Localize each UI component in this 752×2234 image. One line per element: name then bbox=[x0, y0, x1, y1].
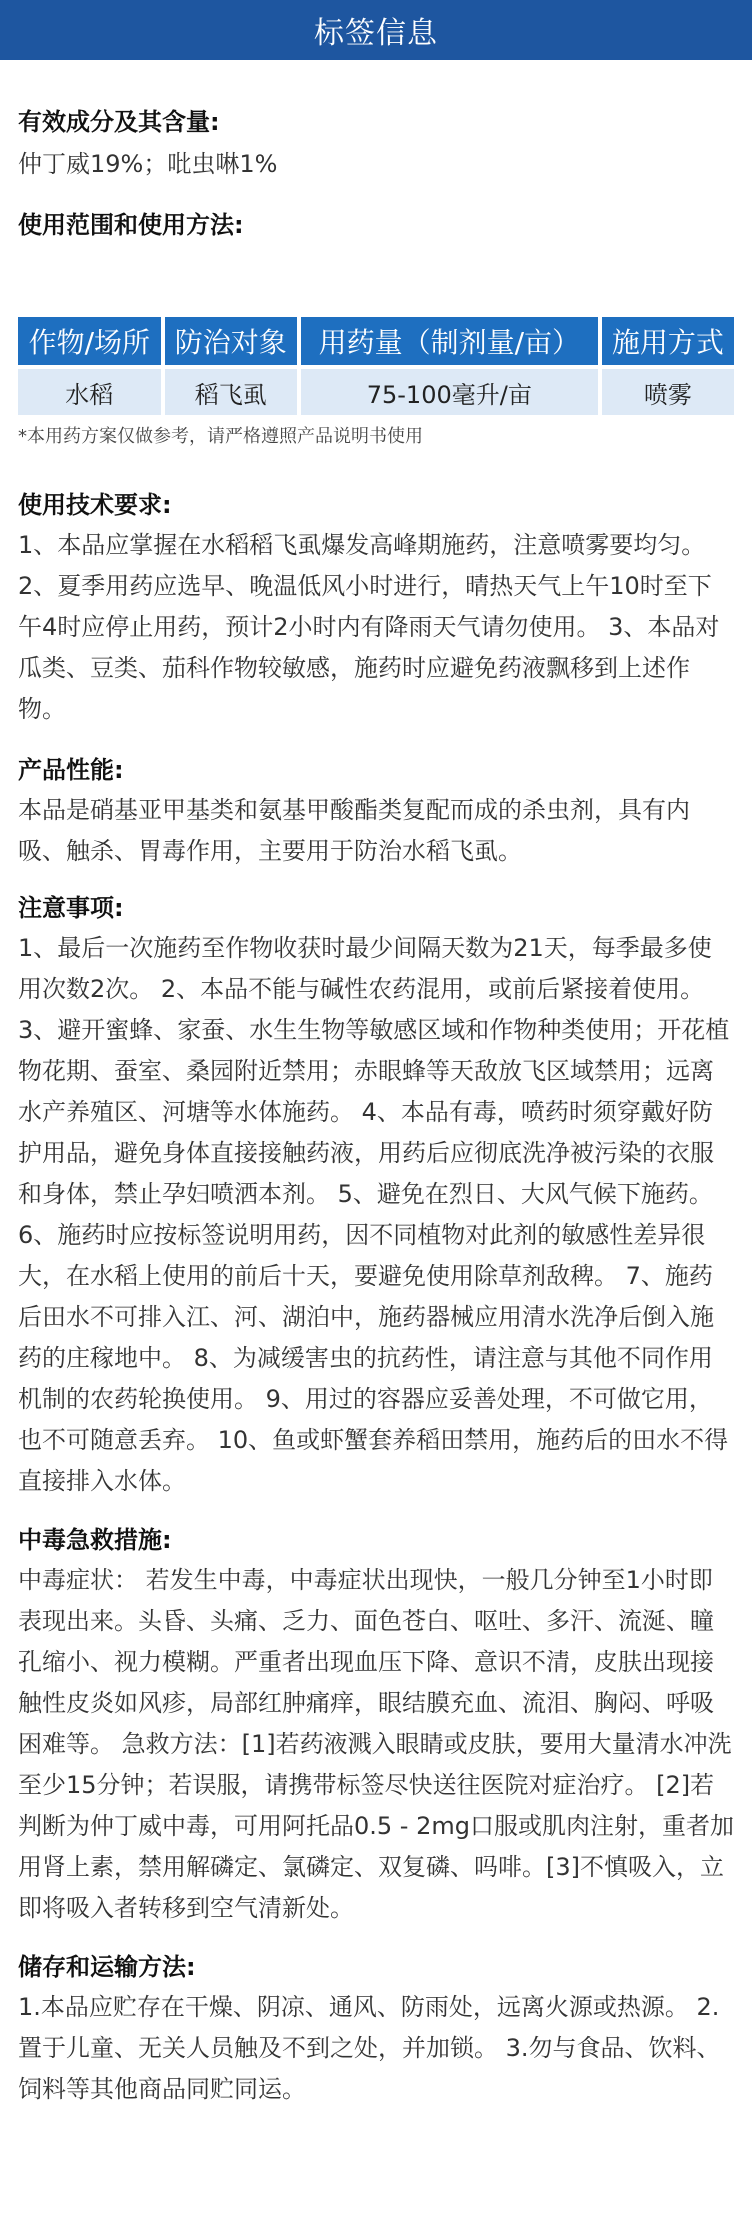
table-row bbox=[18, 365, 734, 415]
first-aid-title: 中毒急救措施: bbox=[18, 1526, 172, 1554]
tech-requirements-text: 1、本品应掌握在水稻稻飞虱爆发高峰期施药，注意喷雾要均匀。 2、夏季用药应选早、晚温低风小时进行，晴热天气上午10时至下午4时应停止用药，预计2小时内有降雨天气请勿使用。 3、本品对瓜类、豆类、茄科作物较敏感，施药时应避免药液飘移到上述作物。 bbox=[18, 531, 720, 723]
performance-text: 本品是硝基亚甲基类和氨基甲酸酯类复配而成的杀虫剂，具有内吸、触杀、胃毒作用，主要用于防治水稻飞虱。 bbox=[18, 796, 690, 865]
cell-method: 喷雾 bbox=[602, 365, 734, 415]
page-header bbox=[0, 0, 752, 60]
cell-dosage: 75-100毫升/亩 bbox=[301, 365, 598, 415]
storage-text: 1.本品应贮存在干燥、阴凉、通风、防雨处，远离火源或热源。 2.置于儿童、无关人员触及不到之处，并加锁。 3.勿与食品、饮料、饲料等其他商品同贮同运。 bbox=[18, 1993, 721, 2103]
precautions-text: 1、最后一次施药至作物收获时最少间隔天数为21天，每季最多使用次数2次。 2、本品不能与碱性农药混用，或前后紧接着使用。 3、避开蜜蜂、家蚕、水生生物等敏感区域和作物种类使用；开花植物花期、蚕室、桑园附近禁用；赤眼蜂等天敌放飞区域禁用；远离水产养殖区、河塘等水体施药。 4、本品有毒，喷药时须穿戴好防护用品，避免身体直接接触药液，用药后应彻底洗净被污染的衣服和身体，禁止孕妇喷洒本剂。 5、避免在烈日、大风气候下施药。 6、施药时应按标签说明用药，因不同植物对此剂的敏感性差异很大，在水稻上使用的前后十天，要避免使用除草剂敌稗。 7、施药后田水不可排入江、河、湖泊中，施药器械应用清水洗净后倒入施药的庄稼地中。 8、为减缓害虫的抗药性，请注意与其他不同作用机制的农药轮换使用。 9、用过的容器应妥善处理，不可做它用，也不可随意丢弃。 10、鱼或虾蟹套养稻田禁用，施药后的田水不得直接排入水体。 bbox=[18, 934, 730, 1495]
storage-title: 储存和运输方法: bbox=[18, 1953, 196, 1981]
label-content bbox=[0, 106, 752, 2110]
ingredients-title: 有效成分及其含量: bbox=[18, 108, 220, 136]
header-crop: 作物/场所 bbox=[18, 317, 161, 365]
page-title: 标签信息 bbox=[314, 16, 438, 51]
header-dosage: 用药量（制剂量/亩） bbox=[301, 317, 598, 365]
header-target: 防治对象 bbox=[165, 317, 297, 365]
tech-requirements-title: 使用技术要求: bbox=[18, 491, 172, 519]
ingredients-text: 仲丁威19%；吡虫啉1% bbox=[18, 150, 278, 178]
performance-title: 产品性能: bbox=[18, 756, 124, 784]
dose-note: *本用药方案仅做参考，请严格遵照产品说明书使用 bbox=[18, 426, 423, 447]
cell-target: 稻飞虱 bbox=[165, 365, 297, 415]
dose-table-header-row bbox=[18, 317, 734, 365]
dose-table bbox=[14, 317, 738, 415]
cell-crop: 水稻 bbox=[18, 365, 161, 415]
first-aid-text: 中毒症状： 若发生中毒，中毒症状出现快，一般几分钟至1小时即表现出来。头昏、头痛、乏力、面色苍白、呕吐、多汗、流涎、瞳孔缩小、视力模糊。严重者出现血压下降、意识不清，皮肤出现接触性皮炎如风疹，局部红肿痛痒，眼结膜充血、流泪、胸闷、呼吸困难等。 急救方法：[1]若药液溅入眼睛或皮肤，要用大量清水冲洗至少15分钟；若误服，请携带标签尽快送往医院对症治疗。 [2]若判断为仲丁威中毒，可用阿托品0.5 - 2mg口服或肌肉注射，重者加用肾上素，禁用解磷定、氯磷定、双复磷、吗啡。[3]不慎吸入，立即将吸入者转移到空气清新处。 bbox=[18, 1566, 734, 1922]
header-method: 施用方式 bbox=[602, 317, 734, 365]
usage-scope-title: 使用范围和使用方法: bbox=[18, 211, 244, 239]
precautions-title: 注意事项: bbox=[18, 894, 124, 922]
